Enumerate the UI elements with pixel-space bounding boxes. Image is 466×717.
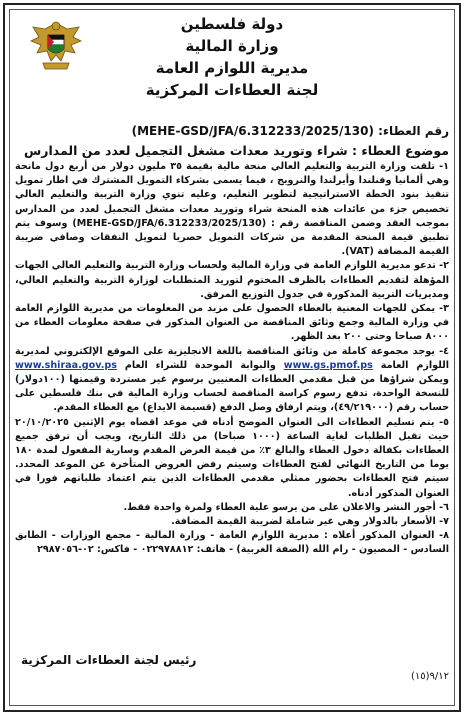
paragraph-4 <box>15 345 449 416</box>
paragraph-3: ٣- يمكن للجهات المعنية بالعطاء الحصول على مزيد من المعلومات من مديرية اللوازم العامة في وزارة المالية وجمع وثائق المناقصة من العنوان المذكور في صفحة معلومات العطاء من ٨٠٠٠ صباحا وحتى ٢٠٠ بعد الظهر. <box>15 303 449 343</box>
tender-subject-text: شراء وتوريد معدات مشغل التجميل لعدد من المدارس <box>24 143 348 158</box>
tender-subject <box>15 141 449 160</box>
committee-name: لجنة العطاءات المركزية <box>145 81 319 99</box>
paragraph-6: ٦- أجور النشر والاعلان على من يرسو علية العطاء ولمرة واحدة فقط. <box>123 501 449 513</box>
paragraph-7: ٧- الأسعار بالدولار وهي غير شاملة لضريبة القيمة المضافة. <box>171 516 449 528</box>
paragraph-1-part1: ١- تلقت وزارة التربية والتعليم العالي منحة مالية بقيمة ٣٥ مليون دولار من أربع دول مانحة وهي ألمانيا وفنلندا وأيرلندا والنرويج ، فيما يسمى بشركاء التمويل المشترك في اطار تمويل تنفيذ بنود الخطة الاستراتيجية لتطوير التعليم، وعليه تنوي وزارة التربية والتعليم العالي تخصيص جزء من عائدات هذه المنحة شراء وتوريد معدات مشغل التجميل لعدد من المدارس بموجب العقد وضمن المناقصة رقم : <box>15 161 450 229</box>
palestine-emblem-icon <box>25 15 87 77</box>
signature-line: رئيس لجنة العطاءات المركزية <box>21 653 197 667</box>
tender-reference <box>15 121 449 141</box>
shiraa-link[interactable]: www.shiraa.gov.ps <box>15 359 117 371</box>
gs-pmof-link[interactable]: www.gs.pmof.ps <box>283 359 373 371</box>
tender-subject-label: موضوع العطاء : <box>351 143 449 158</box>
paragraph-1 <box>15 160 449 259</box>
paragraph-4-part1: ٤- يوجد مجموعة كاملة من وثائق المناقصة باللغة الانجليزية على الموقع الإلكتروني لمديرية اللوازم العامة <box>15 345 449 371</box>
notice-footer <box>15 653 449 682</box>
tender-reference-label: رقم العطاء: <box>378 124 449 138</box>
paragraph-2: ٢- تدعو مديرية اللوازم العامة في وزارة المالية ولحساب وزارة التربية والتعليم العالي الجهات المؤهلة لتقديم العطاءات بالظرف المختوم لتوريد المتطلبات لوزارة التربية والتعليم العالي، ومديريات التربية المذكورة في جدول التوزيع المرفق. <box>15 260 449 300</box>
publication-code: (١٥)٩/١٢ <box>410 671 449 682</box>
notice-body <box>15 160 449 558</box>
ministry-name: وزارة المالية <box>185 37 279 55</box>
document-frame <box>3 3 461 712</box>
paragraph-4-part2: والبوابة الموحدة للشراء العام <box>124 359 276 371</box>
paragraph-8: ٨- العنوان المذكور أعلاه : مديرية اللوازم العامة - وزارة المالية - مجمع الوزارات - الطابق السادس - المصيون - رام الله (الضفة الغربية) - هاتف: ٠٢٢٩٧٨٨١٢ - فاكس: ٠٢-٢٩٨٧٠٥٦ <box>15 530 449 556</box>
letterhead <box>15 13 449 117</box>
paragraph-1-ref: (MEHE-GSD/JFA/6.312233/2025/130) <box>72 217 267 229</box>
tender-notice <box>15 13 449 702</box>
state-name: دولة فلسطين <box>180 15 284 33</box>
paragraph-4-part3: ويمكن شراؤها من قبل مقدمي العطاءات المعنيين برسوم غير مستردة وقيمتها (١٠٠دولار) للنسخة الواحدة، تدفع رسوم كراسة المناقصة لحساب وزارة المالية في بنك فلسطين على حساب رقم (٤٩/٢١٩٠٠٠)، ويتم ارفاق وصل الدفع (قسيمة الايداع) مع العطاء المقدم. <box>15 374 449 414</box>
paragraph-5: ٥- يتم تسليم العطاءات الى العنوان الموضح أدناه في موعد اقصاه يوم الإثنين ٢٠/١٠/٢٠٢٥ حيث تقبل الطلبات لغاية الساعة (١٠٠٠ صباحا) من ذلك التاريخ، ويجب أن ترفق جميع العطاءات بكفالة دخول العطاء والبالغ ٣٪ من قيمة العرض المقدم وسارية المفعول لمدة ١٨٠ يوما من التاريخ النهائي لفتح العطاءات وسيتم رفض العروض المتأخرة عن الموعد المحدد. سيتم فتح العطاءات بحضور ممثلي مقدمي العطاءات الذين يتم اعتماد طلباتهم فورا في العنوان المذكور أدناه. <box>15 416 449 499</box>
directorate-name: مديرية اللوازم العامة <box>155 59 309 77</box>
paragraph-1-part2: وسوف يتم تطبيق قيمة المنحة المقدمة من شركات التمويل حصريا لتمويل النفقات وصافي ضريبة القيمة المضافة (VAT). <box>15 217 449 258</box>
tender-reference-number: (MEHE-GSD/JFA/6.312233/2025/130) <box>131 124 374 138</box>
